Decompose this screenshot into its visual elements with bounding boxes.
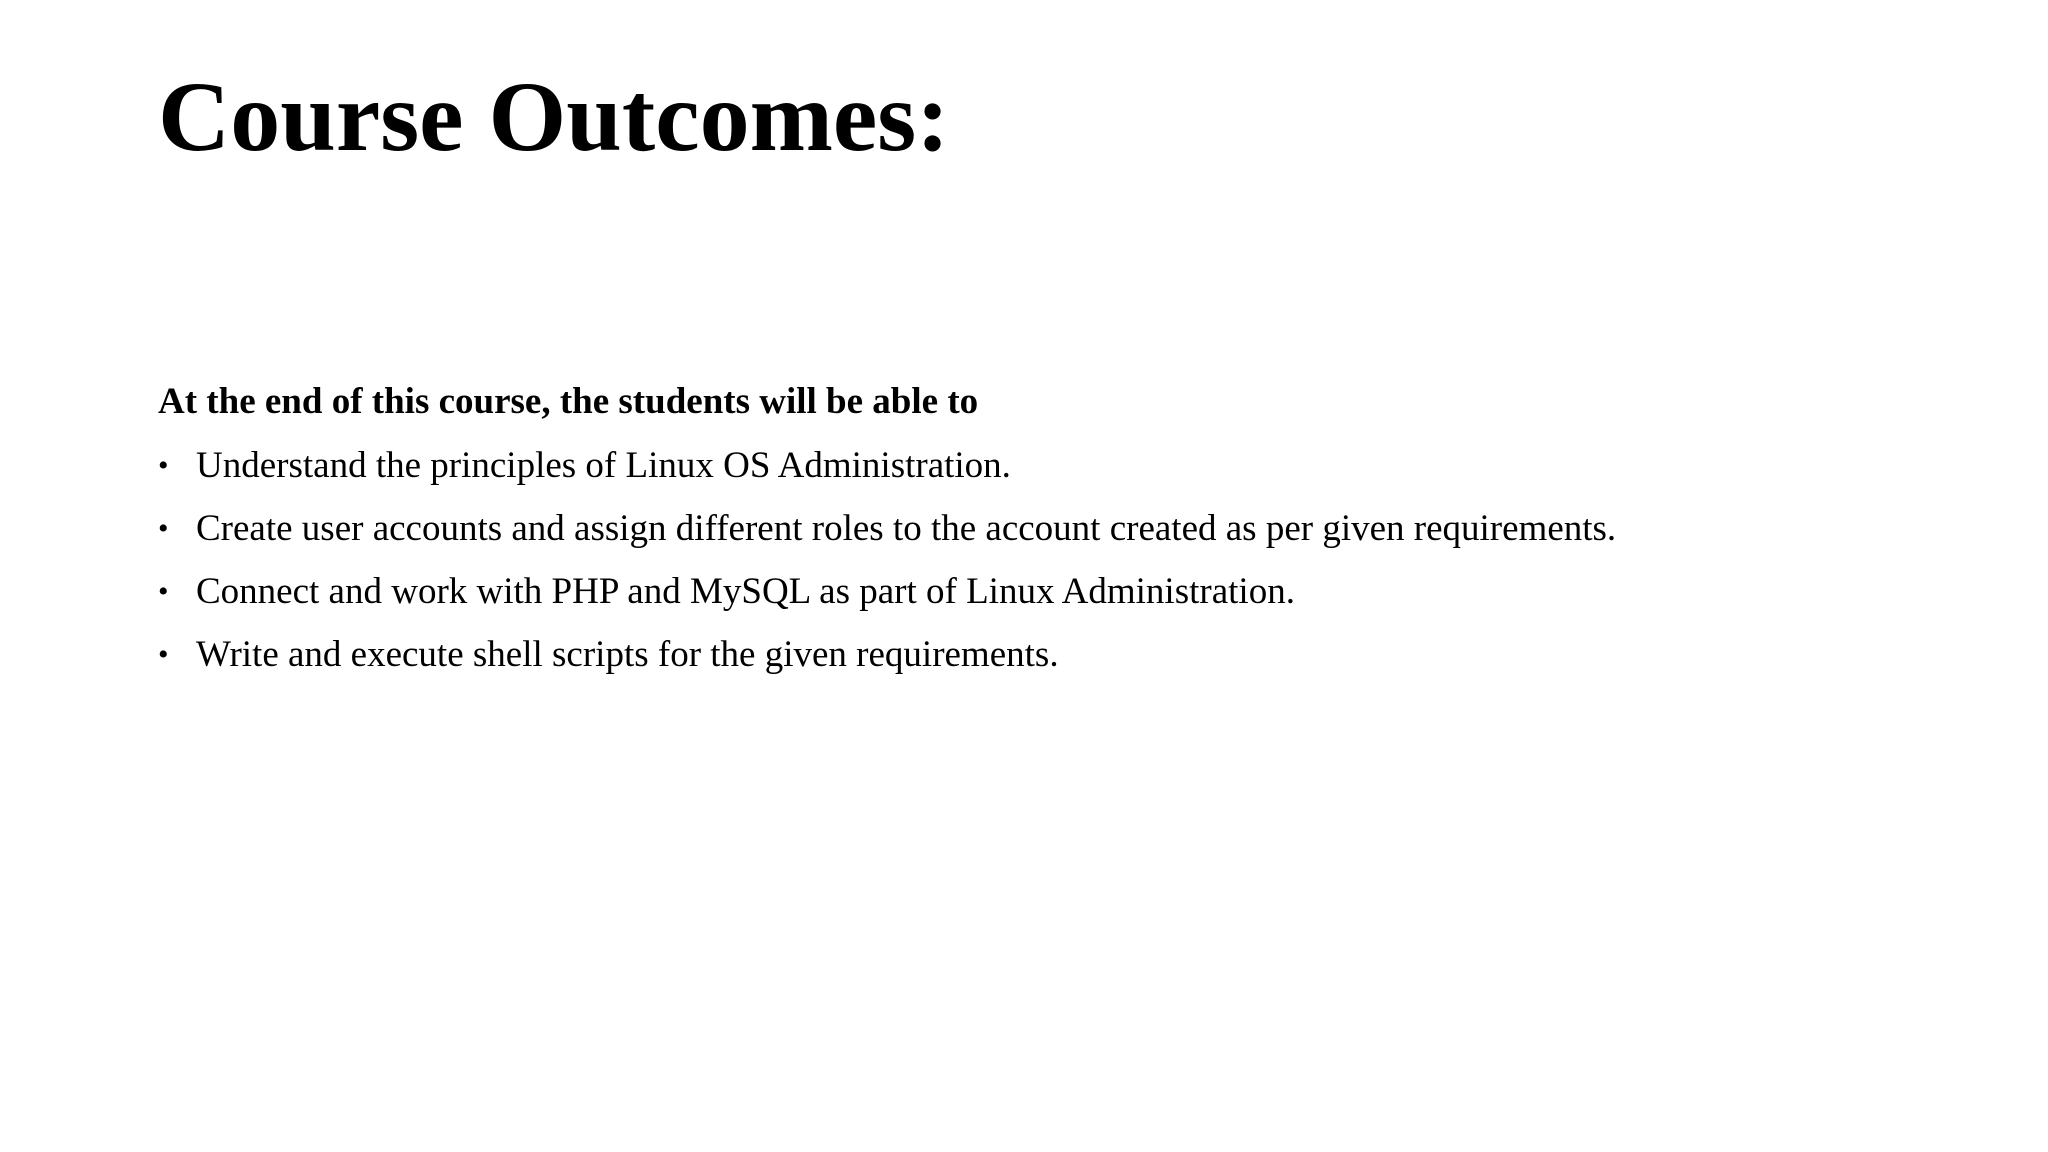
outcome-item <box>158 501 1958 557</box>
outcome-text: Create user accounts and assign different roles to the account created as per given requirements. <box>196 508 1617 549</box>
bullet-icon: • <box>158 575 169 608</box>
intro-text: At the end of this course, the students will be able to <box>158 381 979 422</box>
outcome-item <box>158 564 1958 620</box>
outcomes-list <box>158 438 1958 683</box>
outcome-item <box>158 438 1958 494</box>
bullet-icon: • <box>158 512 169 545</box>
bullet-icon: • <box>158 449 169 482</box>
slide-title: Course Outcomes: <box>158 61 950 172</box>
slide-body <box>158 374 1958 690</box>
outcome-text: Connect and work with PHP and MySQL as part of Linux Administration. <box>196 571 1295 612</box>
bullet-icon: • <box>158 638 169 671</box>
outcome-text: Understand the principles of Linux OS Administration. <box>196 445 1011 486</box>
outcome-text: Write and execute shell scripts for the given requirements. <box>196 634 1059 675</box>
outcome-item <box>158 627 1958 683</box>
